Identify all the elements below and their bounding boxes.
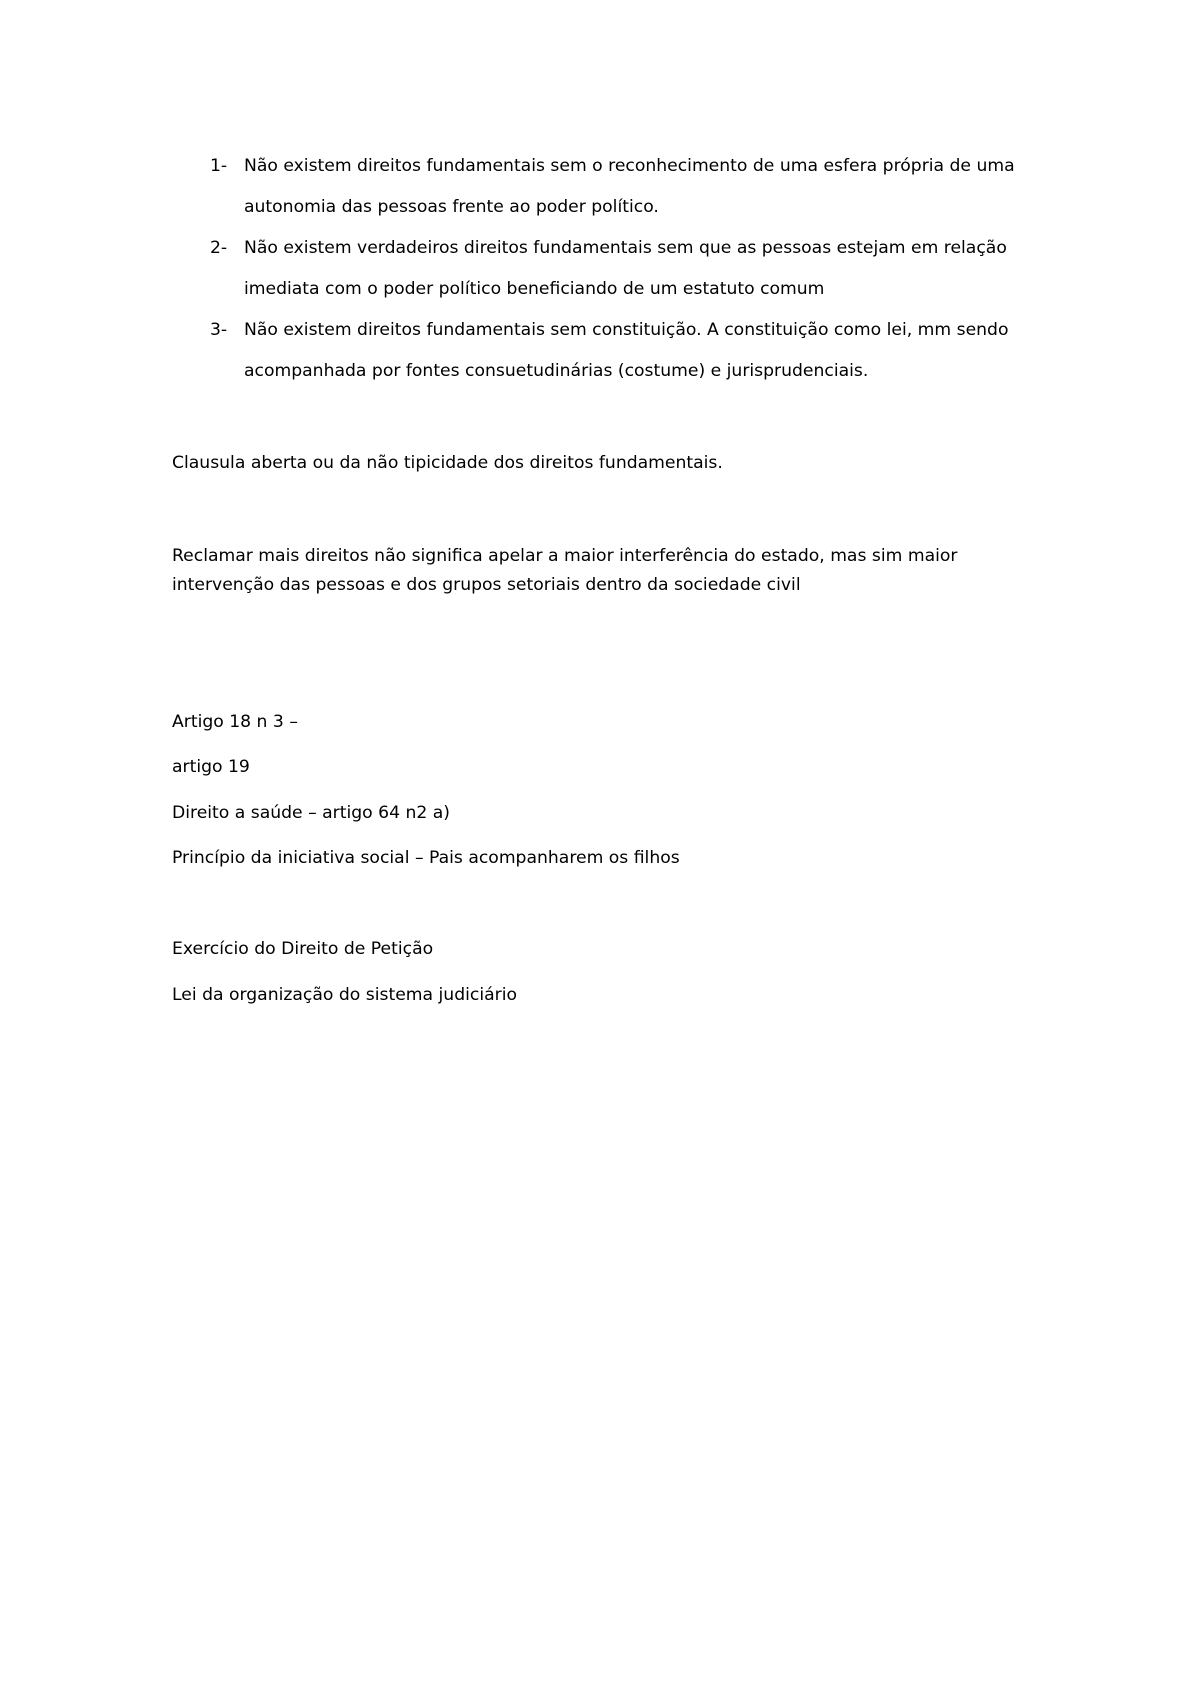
paragraph-iniciativa-social: Princípio da iniciativa social – Pais acompanharem os filhos (172, 848, 680, 868)
list-text: Não existem direitos fundamentais sem constituição. A constituição como lei, mm sendo acompanhada por fontes consuetudinárias (costume) e jurisprudenciais. (244, 320, 1009, 381)
list-number: 1- (210, 156, 228, 176)
paragraph-artigo-18: Artigo 18 n 3 – (172, 712, 298, 732)
paragraph-lei-organizacao: Lei da organização do sistema judiciário (172, 985, 517, 1005)
paragraph-direito-peticao: Exercício do Direito de Petição (172, 939, 434, 959)
list-item-1 (210, 146, 1040, 228)
list-text: Não existem direitos fundamentais sem o reconhecimento de uma esfera própria de uma autonomia das pessoas frente ao poder político. (244, 156, 1015, 217)
list-item-2 (210, 228, 1040, 310)
paragraph-artigo-19: artigo 19 (172, 757, 250, 777)
paragraph-clausula: Clausula aberta ou da não tipicidade dos direitos fundamentais. (172, 453, 723, 473)
list-item-3 (210, 310, 1040, 392)
list-number: 3- (210, 320, 228, 340)
paragraph-reclamar: Reclamar mais direitos não significa apelar a maior interferência do estado, mas sim maior intervenção das pessoas e dos grupos setoriais dentro da sociedade civil (172, 546, 958, 595)
list-text: Não existem verdadeiros direitos fundamentais sem que as pessoas estejam em relação imediata com o poder político beneficiando de um estatuto comum (244, 238, 1007, 299)
numbered-list (210, 146, 1040, 392)
list-number: 2- (210, 238, 228, 258)
paragraph-direito-saude: Direito a saúde – artigo 64 n2 a) (172, 803, 451, 823)
